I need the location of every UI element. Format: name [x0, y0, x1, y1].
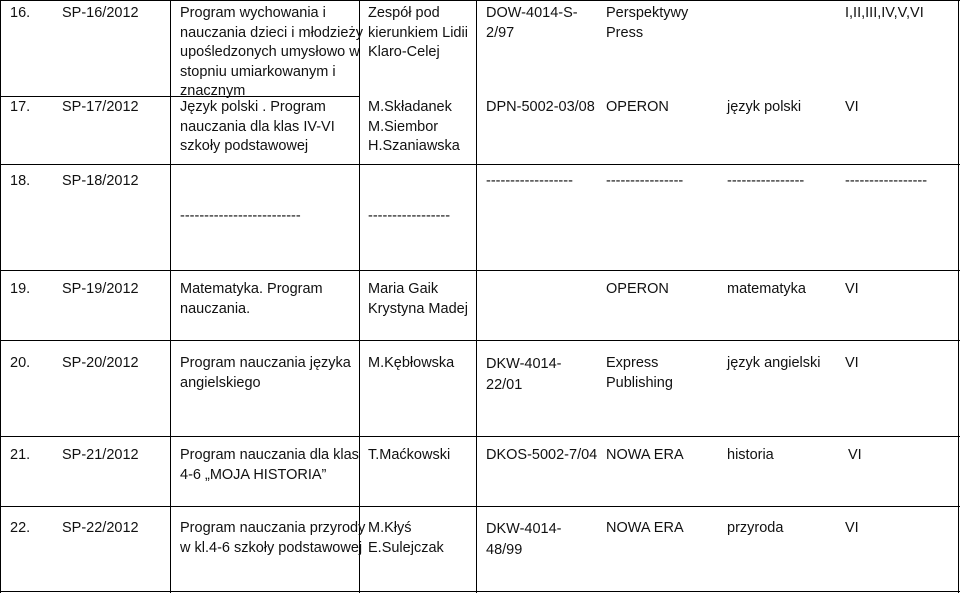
program-code: SP-20/2012: [62, 355, 139, 371]
row-divider: [0, 270, 960, 271]
program-authors: M.Kębłowska: [368, 355, 455, 371]
row-number: 18.: [10, 173, 31, 189]
subject: przyroda: [727, 520, 784, 536]
subject: historia: [727, 447, 774, 463]
approval-number: DKW-4014- 22/01: [486, 356, 562, 393]
subject: matematyka: [727, 281, 806, 297]
publisher: ----------------: [606, 173, 684, 189]
row-divider: [0, 340, 960, 341]
program-authors: Zespół pod kierunkiem Lidii Klaro-Celej: [368, 5, 468, 60]
publisher: OPERON: [606, 99, 669, 115]
subject: język polski: [727, 99, 802, 115]
program-title: Matematyka. Program nauczania.: [180, 281, 323, 317]
class-levels: -----------------: [845, 173, 928, 189]
program-title: Program wychowania i nauczania dzieci i młodzieży upośledzonych umysłowo w stopniu umiarkowanym i znacznym: [180, 5, 363, 99]
row-number: 17.: [10, 99, 31, 115]
table-border: [0, 0, 1, 593]
subject: język angielski: [727, 355, 821, 371]
row-number: 21.: [10, 447, 31, 463]
row-number: 22.: [10, 520, 31, 536]
program-code: SP-19/2012: [62, 281, 139, 297]
row-divider: [0, 436, 960, 437]
approval-number: DPN-5002-03/08: [486, 99, 595, 115]
approval-number: DKOS-5002-7/04: [486, 447, 598, 463]
program-authors: M.Składanek M.Siembor H.Szaniawska: [368, 99, 460, 154]
row-divider: [0, 164, 960, 165]
class-levels: VI: [845, 520, 859, 536]
row-number: 16.: [10, 5, 31, 21]
program-code: SP-17/2012: [62, 99, 139, 115]
table-border: [958, 0, 959, 593]
row-number: 19.: [10, 281, 31, 297]
row-divider: [0, 506, 960, 507]
class-levels: VI: [845, 281, 859, 297]
publisher: Express Publishing: [606, 355, 673, 391]
program-title: -------------------------: [180, 208, 301, 224]
column-divider: [170, 0, 171, 593]
row-number: 20.: [10, 355, 31, 371]
publisher: OPERON: [606, 281, 669, 297]
column-divider: [476, 0, 477, 593]
program-code: SP-22/2012: [62, 520, 139, 536]
program-title: Program nauczania przyrody w kl.4-6 szkoły podstawowej: [180, 520, 366, 556]
program-code: SP-21/2012: [62, 447, 139, 463]
class-levels: VI: [845, 355, 859, 371]
class-levels: VI: [845, 99, 859, 115]
subject: ----------------: [727, 173, 805, 189]
program-title: Język polski . Program nauczania dla klas IV-VI szkoły podstawowej: [180, 99, 335, 154]
program-authors: Maria Gaik Krystyna Madej: [368, 281, 468, 317]
program-authors: T.Maćkowski: [368, 447, 451, 463]
class-levels: VI: [848, 447, 862, 463]
table-border: [0, 0, 960, 1]
approval-number: ------------------: [486, 173, 573, 189]
program-authors: -----------------: [368, 208, 451, 224]
table-border: [0, 591, 960, 592]
program-authors: M.Kłyś E.Sulejczak: [368, 520, 444, 556]
approval-number: DKW-4014- 48/99: [486, 521, 562, 558]
publisher: NOWA ERA: [606, 447, 684, 463]
program-title: Program nauczania języka angielskiego: [180, 355, 351, 391]
program-code: SP-16/2012: [62, 5, 139, 21]
approval-number: DOW-4014-S- 2/97: [486, 5, 578, 41]
publisher: Perspektywy Press: [606, 5, 689, 41]
program-code: SP-18/2012: [62, 173, 139, 189]
publisher: NOWA ERA: [606, 520, 684, 536]
class-levels: I,II,III,IV,V,VI: [845, 5, 924, 21]
program-title: Program nauczania dla klas 4-6 „MOJA HISTORIA”: [180, 447, 359, 483]
